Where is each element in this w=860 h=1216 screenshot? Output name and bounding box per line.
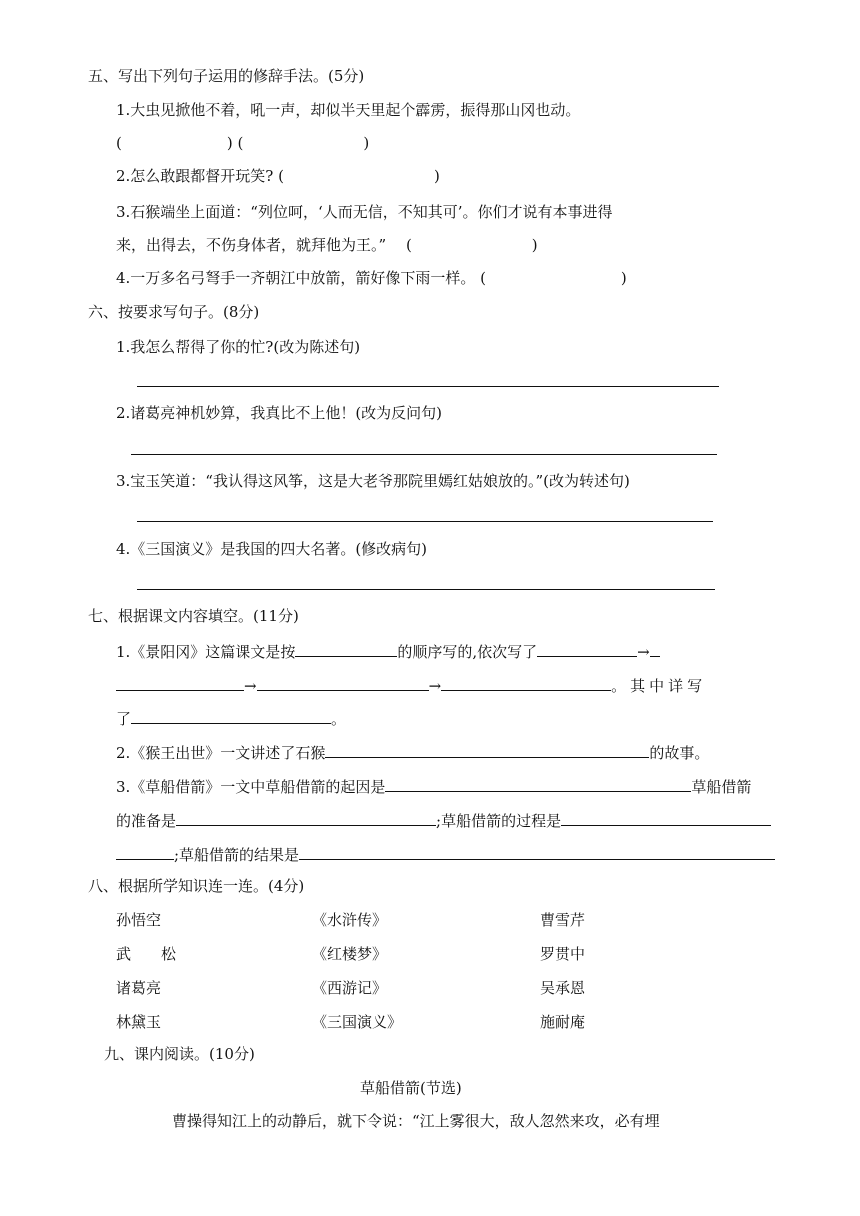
s7-q1-blank-event-1[interactable] <box>537 640 637 657</box>
s6-answer-line-3[interactable] <box>137 521 713 522</box>
s6-question-1: 1.我怎么帮得了你的忙?(改为陈述句) <box>116 338 361 356</box>
arrow-icon: → <box>244 677 257 695</box>
s5-question-1: 1.大虫见掀他不着，吼一声，却似半天里起个霹雳，振得那山冈也动。 <box>116 101 581 119</box>
s7-q1-blank-event-2[interactable] <box>116 674 244 691</box>
s6-answer-line-4[interactable] <box>137 589 715 590</box>
s8-character-4[interactable]: 林黛玉 <box>116 1013 162 1031</box>
s7-question-1-line-2 <box>116 674 706 696</box>
s6-answer-line-2[interactable] <box>131 454 717 455</box>
s7-question-2 <box>116 741 709 763</box>
s7-question-3-line-3 <box>116 843 775 865</box>
s8-book-2[interactable]: 《红楼梦》 <box>312 945 388 963</box>
s7-q1-text-c: 。其中详写 <box>611 677 707 695</box>
s5-question-2: 2.怎么敢跟都督开玩笑? ( ) <box>116 167 440 185</box>
s7-q1-text-d: 了 <box>116 710 132 728</box>
s7-q1-text-a: 1.《景阳冈》这篇课文是按 <box>116 643 296 661</box>
passage-title: 草船借箭(节选) <box>360 1079 462 1097</box>
s7-q3-blank-result[interactable] <box>299 843 775 860</box>
s7-q1-blank-order[interactable] <box>295 640 397 657</box>
s5-question-3-line-2: 来，出得去，不伤身体者，就拜他为王。” ( ) <box>116 236 538 254</box>
passage-paragraph: 曹操得知江上的动静后，就下令说：“江上雾很大，敌人忽然来攻，必有埋 <box>172 1112 660 1130</box>
s7-q3-text-c: 的准备是 <box>116 812 177 830</box>
s7-q1-text-b: 的顺序写的,依次写了 <box>397 643 538 661</box>
s8-author-2[interactable]: 罗贯中 <box>540 945 586 963</box>
s7-q3-text-b: 草船借箭 <box>691 778 752 796</box>
s5-question-4: 4.一万多名弓弩手一齐朝江中放箭，箭好像下雨一样。 ( ) <box>116 269 627 287</box>
section-7-heading: 七、根据课文内容填空。(11分) <box>88 607 299 625</box>
s7-q1-blank-event-3[interactable] <box>257 674 429 691</box>
s8-book-3[interactable]: 《西游记》 <box>312 979 388 997</box>
s8-author-3[interactable]: 吴承恩 <box>540 979 586 997</box>
arrow-icon: → <box>428 677 442 695</box>
s7-q3-text-d: ;草船借箭的过程是 <box>436 812 562 830</box>
s7-q2-blank[interactable] <box>325 741 649 758</box>
s8-character-2[interactable]: 武 松 <box>116 945 177 963</box>
s5-question-1-answer[interactable]: ( ) ( ) <box>116 134 370 152</box>
s8-author-4[interactable]: 施耐庵 <box>540 1013 586 1031</box>
s8-book-1[interactable]: 《水浒传》 <box>312 911 388 929</box>
s6-question-2: 2.诸葛亮神机妙算，我真比不上他！(改为反问句) <box>116 404 443 422</box>
s7-q2-text-b: 的故事。 <box>649 744 710 762</box>
section-9-heading: 九、课内阅读。(10分) <box>104 1045 255 1063</box>
s5-question-3-line-1: 3.石猴端坐上面道：“列位呵，‘人而无信，不知其可’。你们才说有本事进得 <box>116 203 613 221</box>
section-5-heading: 五、写出下列句子运用的修辞手法。(5分) <box>88 67 365 85</box>
s8-character-3[interactable]: 诸葛亮 <box>116 979 162 997</box>
arrow-icon: → <box>637 643 650 661</box>
s7-q1-blank-event-2-start[interactable] <box>650 640 660 657</box>
s7-q1-blank-detail[interactable] <box>131 707 331 724</box>
s8-author-1[interactable]: 曹雪芹 <box>540 911 586 929</box>
s7-q3-text-a: 3.《草船借箭》一文中草船借箭的起因是 <box>116 778 386 796</box>
s7-question-3-line-1 <box>116 775 751 797</box>
section-8-heading: 八、根据所学知识连一连。(4分) <box>88 877 305 895</box>
s7-q1-blank-event-4[interactable] <box>441 674 611 691</box>
section-6-heading: 六、按要求写句子。(8分) <box>88 303 260 321</box>
s6-question-4: 4.《三国演义》是我国的四大名著。(修改病句) <box>116 540 428 558</box>
s7-q3-text-e: ;草船借箭的结果是 <box>174 846 300 864</box>
s6-question-3: 3.宝玉笑道：“我认得这风筝，这是大老爷那院里嫣红姑娘放的。”(改为转述句) <box>116 472 630 490</box>
s7-q3-blank-process-cont[interactable] <box>116 843 174 860</box>
s6-answer-line-1[interactable] <box>137 386 719 387</box>
s7-question-3-line-2 <box>116 809 771 831</box>
s7-question-1-line-1 <box>116 640 660 662</box>
s7-q3-blank-process[interactable] <box>561 809 771 826</box>
s7-question-1-line-3 <box>116 707 346 729</box>
s7-q3-blank-cause[interactable] <box>385 775 691 792</box>
s8-book-4[interactable]: 《三国演义》 <box>312 1013 403 1031</box>
s7-q1-text-end: 。 <box>331 710 347 728</box>
s8-character-1[interactable]: 孙悟空 <box>116 911 162 929</box>
s7-q3-blank-preparation[interactable] <box>176 809 436 826</box>
s7-q2-text-a: 2.《猴王出世》一文讲述了石猴 <box>116 744 326 762</box>
